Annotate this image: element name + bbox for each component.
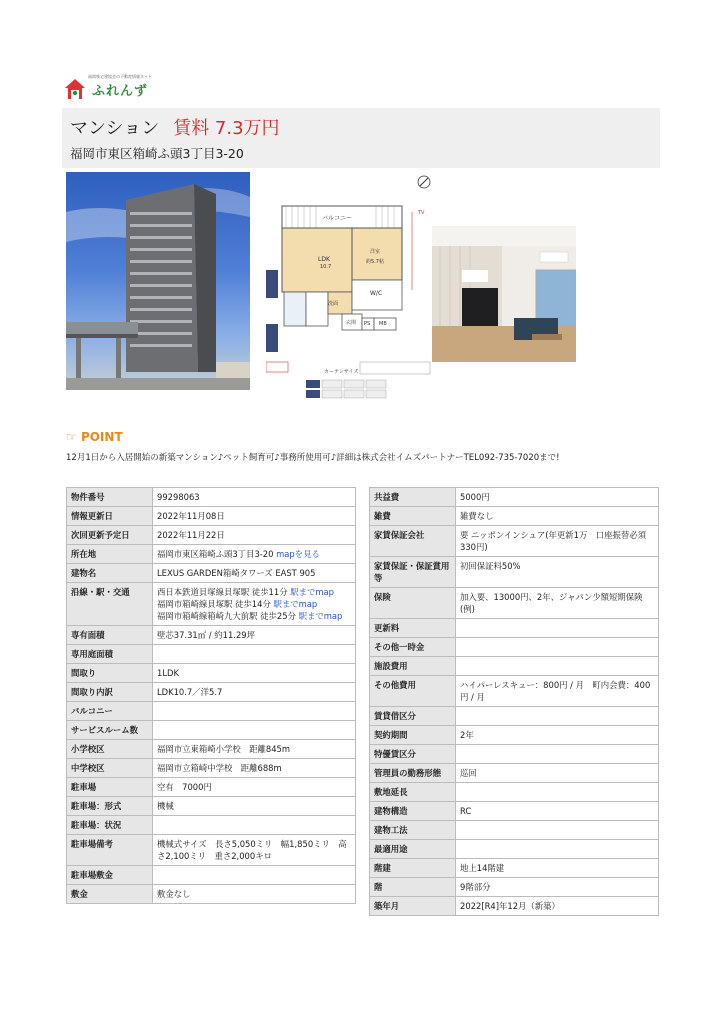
spec-row: [67, 626, 356, 645]
spec-key: バルコニー: [67, 702, 153, 721]
spec-row: [67, 526, 356, 545]
spec-value: [153, 816, 356, 835]
spec-row: [370, 488, 659, 507]
spec-value: [153, 488, 356, 507]
spec-value-text: 加入要、13000円、2年、ジャパン少額短期保険(例): [460, 592, 643, 614]
spec-value: [456, 707, 659, 726]
spec-row: [370, 676, 659, 707]
spec-value: [456, 821, 659, 840]
transit-text: 福岡市箱崎線貝塚駅 徒歩14分: [157, 599, 274, 609]
spec-value: [153, 778, 356, 797]
spec-row: [370, 878, 659, 897]
spec-row: [370, 507, 659, 526]
spec-row: [67, 488, 356, 507]
spec-key: 間取り内訳: [67, 683, 153, 702]
spec-row: [67, 797, 356, 816]
spec-key: 建物構造: [370, 802, 456, 821]
spec-value: [153, 564, 356, 583]
spec-key: 階建: [370, 859, 456, 878]
spec-value: [456, 859, 659, 878]
spec-key: 管理員の勤務形態: [370, 764, 456, 783]
spec-key: 小学校区: [67, 740, 153, 759]
spec-value-text: 敷金なし: [157, 889, 191, 899]
station-map-link[interactable]: 駅までmap: [298, 611, 343, 621]
spec-value-text: 壁芯37.31㎡ / 約11.29坪: [157, 630, 255, 640]
spec-row: [67, 885, 356, 904]
spec-row: [67, 702, 356, 721]
spec-row: [67, 507, 356, 526]
spec-row: [67, 645, 356, 664]
spec-key: 建物名: [67, 564, 153, 583]
spec-row: [370, 726, 659, 745]
spec-row: [67, 683, 356, 702]
rent-price: 賃料 7.3万円: [173, 118, 280, 139]
interior-photo-drawing: [432, 226, 576, 362]
spec-value: [153, 797, 356, 816]
logo-tagline: 福岡県宅建協会の不動産情報ネット: [88, 74, 152, 79]
ldk-label: LDK: [318, 256, 330, 263]
tv-label: TV: [418, 210, 425, 216]
spec-row: [370, 638, 659, 657]
spec-key: 契約期間: [370, 726, 456, 745]
spec-key: 間取り: [67, 664, 153, 683]
station-map-link[interactable]: 駅までmap: [273, 599, 318, 609]
spec-key: その他費用: [370, 676, 456, 707]
spec-row: [370, 557, 659, 588]
spec-key: 特優賃区分: [370, 745, 456, 764]
spec-value-text: 2022年11月22日: [157, 530, 225, 540]
spec-key: 雑費: [370, 507, 456, 526]
spec-row: [370, 588, 659, 619]
spec-value-text: 99298063: [157, 492, 200, 502]
spec-key: 情報更新日: [67, 507, 153, 526]
spec-value: [153, 759, 356, 778]
spec-key: 家賃保証・保証賞用等: [370, 557, 456, 588]
spec-key: 次回更新予定日: [67, 526, 153, 545]
spec-key: 中学校区: [67, 759, 153, 778]
spec-value: [456, 878, 659, 897]
ps-label: PS: [364, 321, 371, 327]
spec-row: [67, 740, 356, 759]
spec-value: [153, 721, 356, 740]
spec-value-text: 2022[R4]年12月（新築）: [460, 901, 560, 911]
listing-address: 福岡市東区箱崎ふ頭3丁目3-20: [70, 146, 244, 161]
spec-value: [456, 745, 659, 764]
spec-value-text: 1LDK: [157, 668, 179, 678]
spec-row: [370, 657, 659, 676]
spec-value-text: 機械式サイズ 長さ5,050ミリ 幅1,850ミリ 高さ2,100ミリ 重さ2,000キロ: [157, 839, 347, 861]
spec-key: 駐車場備考: [67, 835, 153, 866]
spec-table-left: [66, 487, 356, 904]
spec-value: [456, 897, 659, 916]
transit-line: [157, 598, 351, 610]
spec-value: [456, 764, 659, 783]
spec-key: 所在地: [67, 545, 153, 564]
spec-key: 敷地延長: [370, 783, 456, 802]
spec-key: 共益費: [370, 488, 456, 507]
mb-label: MB: [379, 321, 387, 327]
spec-key: サービスルーム数: [67, 721, 153, 740]
spec-value: [153, 740, 356, 759]
spec-value: [456, 802, 659, 821]
western-label: 洋室: [370, 249, 381, 255]
spec-key: 敷金: [67, 885, 153, 904]
spec-value: [456, 557, 659, 588]
spec-row: [370, 859, 659, 878]
station-map-link[interactable]: 駅までmap: [290, 587, 334, 597]
spec-value: [456, 507, 659, 526]
ldk-size-label: 10.7: [320, 264, 332, 270]
spec-value-text: 巡回: [460, 768, 477, 778]
spec-row: [370, 707, 659, 726]
spec-value-text: 福岡市立東箱崎小学校 距離845m: [157, 744, 291, 754]
spec-key: 駐車場敷金: [67, 866, 153, 885]
house-logo-icon: [64, 78, 86, 100]
spec-value: [153, 683, 356, 702]
spec-value: [456, 657, 659, 676]
transit-text: 福岡市箱崎線箱崎九大前駅 徒歩25分: [157, 611, 299, 621]
spec-value-text: RC: [460, 806, 472, 816]
logo-name: ふれんず: [92, 84, 149, 99]
spec-key: 駐車場：状況: [67, 816, 153, 835]
spec-value-text: LEXUS GARDEN箱崎タワーズ EAST 905: [157, 568, 316, 578]
spec-value: [456, 488, 659, 507]
spec-value: [456, 619, 659, 638]
transit-line: [157, 586, 351, 598]
spec-value-text: 要 ニッポンインシュア(年更新1万 口座振替必須330円): [460, 530, 646, 552]
spec-value: [456, 526, 659, 557]
spec-row: [370, 897, 659, 916]
hand-pointing-icon: ☞: [66, 430, 81, 444]
spec-key: 物件番号: [67, 488, 153, 507]
spec-value: [456, 638, 659, 657]
spec-row: [67, 583, 356, 626]
spec-key: 階: [370, 878, 456, 897]
spec-value: [456, 783, 659, 802]
spec-key: 保険: [370, 588, 456, 619]
wic-label: W/C: [370, 290, 383, 297]
spec-value: [153, 664, 356, 683]
spec-row: [67, 778, 356, 797]
spec-value: [153, 866, 356, 885]
spec-key: 建物工法: [370, 821, 456, 840]
spec-value: [153, 545, 356, 564]
spec-value-text: 福岡市立箱崎中学校 距離688m: [157, 763, 282, 773]
western-size-label: 約5.7帖: [366, 259, 384, 265]
floor-plan[interactable]: [266, 172, 432, 408]
spec-value-text: 2022年11月08日: [157, 511, 225, 521]
curtain-size-label: カーテンサイズ: [324, 369, 359, 375]
compass-icon: [418, 176, 430, 188]
spec-key: 家賃保証会社: [370, 526, 456, 557]
point-heading-label: POINT: [80, 430, 123, 444]
spec-value-text: 初回保証料50%: [460, 561, 521, 571]
spec-row: [67, 545, 356, 564]
spec-value: [456, 676, 659, 707]
spec-value-text: 機械: [157, 801, 174, 811]
transit-line: [157, 610, 351, 622]
spec-value-text: 雑費なし: [460, 511, 494, 521]
spec-key: 最適用途: [370, 840, 456, 859]
spec-row: [67, 564, 356, 583]
spec-row: [67, 816, 356, 835]
spec-value: [153, 702, 356, 721]
property-type: マンション: [70, 118, 160, 139]
spec-key: 駐車場: [67, 778, 153, 797]
spec-value-text: 空有 7000円: [157, 782, 212, 792]
spec-value: [153, 645, 356, 664]
spec-row: [370, 526, 659, 557]
spec-key: 施設費用: [370, 657, 456, 676]
spec-row: [370, 802, 659, 821]
spec-row: [67, 866, 356, 885]
building-photo-drawing: [66, 172, 250, 390]
spec-value: [153, 507, 356, 526]
spec-key: 専有面積: [67, 626, 153, 645]
spec-value-text: 2年: [460, 730, 474, 740]
listing-title: [70, 114, 280, 140]
spec-value-text: 5000円: [460, 492, 490, 502]
spec-value: [153, 835, 356, 866]
spec-row: [67, 664, 356, 683]
spec-table-right: [369, 487, 659, 916]
spec-key: 専用庭面積: [67, 645, 153, 664]
listing-header: [62, 108, 660, 168]
spec-value-text: 9階部分: [460, 882, 491, 892]
point-heading: [66, 430, 123, 444]
spec-row: [370, 764, 659, 783]
wash-label: 洗面: [328, 301, 339, 307]
spec-value-text: 福岡市東区箱崎ふ頭3丁目3-20: [157, 549, 274, 559]
spec-value: [456, 726, 659, 745]
transit-text: 西日本鉄道貝塚線貝塚駅 徒歩11分: [157, 587, 291, 597]
point-text: 12月1日から入居開始の新築マンション♪ペット飼育可♪事務所使用可♪詳細は株式会社イムズパートナーTEL092-735-7020まで!: [66, 453, 560, 463]
spec-key: 築年月: [370, 897, 456, 916]
spec-value-text: LDK10.7／洋5.7: [157, 687, 223, 697]
spec-row: [370, 840, 659, 859]
spec-row: [370, 821, 659, 840]
site-logo[interactable]: [64, 74, 156, 102]
spec-value-text: 地上14階建: [460, 863, 505, 873]
spec-key: 駐車場：形式: [67, 797, 153, 816]
spec-key: 更新料: [370, 619, 456, 638]
balcony-label: バルコニー: [322, 215, 353, 222]
spec-value-text: ハイパーレスキュー：800円 / 月 町内会費：400円 / 月: [460, 680, 651, 702]
spec-value: [153, 626, 356, 645]
spec-row: [370, 783, 659, 802]
spec-key: その他一時金: [370, 638, 456, 657]
map-link[interactable]: mapを見る: [273, 549, 320, 559]
spec-key: 沿線・駅・交通: [67, 583, 153, 626]
spec-value: [456, 840, 659, 859]
spec-value: [153, 583, 356, 626]
spec-row: [67, 759, 356, 778]
interior-photo[interactable]: [432, 226, 576, 362]
spec-value: [456, 588, 659, 619]
spec-row: [370, 745, 659, 764]
spec-row: [67, 721, 356, 740]
spec-value: [153, 526, 356, 545]
entrance-label: 玄関: [346, 320, 357, 326]
spec-row: [67, 835, 356, 866]
building-photo[interactable]: [66, 172, 250, 390]
spec-row: [370, 619, 659, 638]
spec-value: [153, 885, 356, 904]
spec-key: 賃貸借区分: [370, 707, 456, 726]
